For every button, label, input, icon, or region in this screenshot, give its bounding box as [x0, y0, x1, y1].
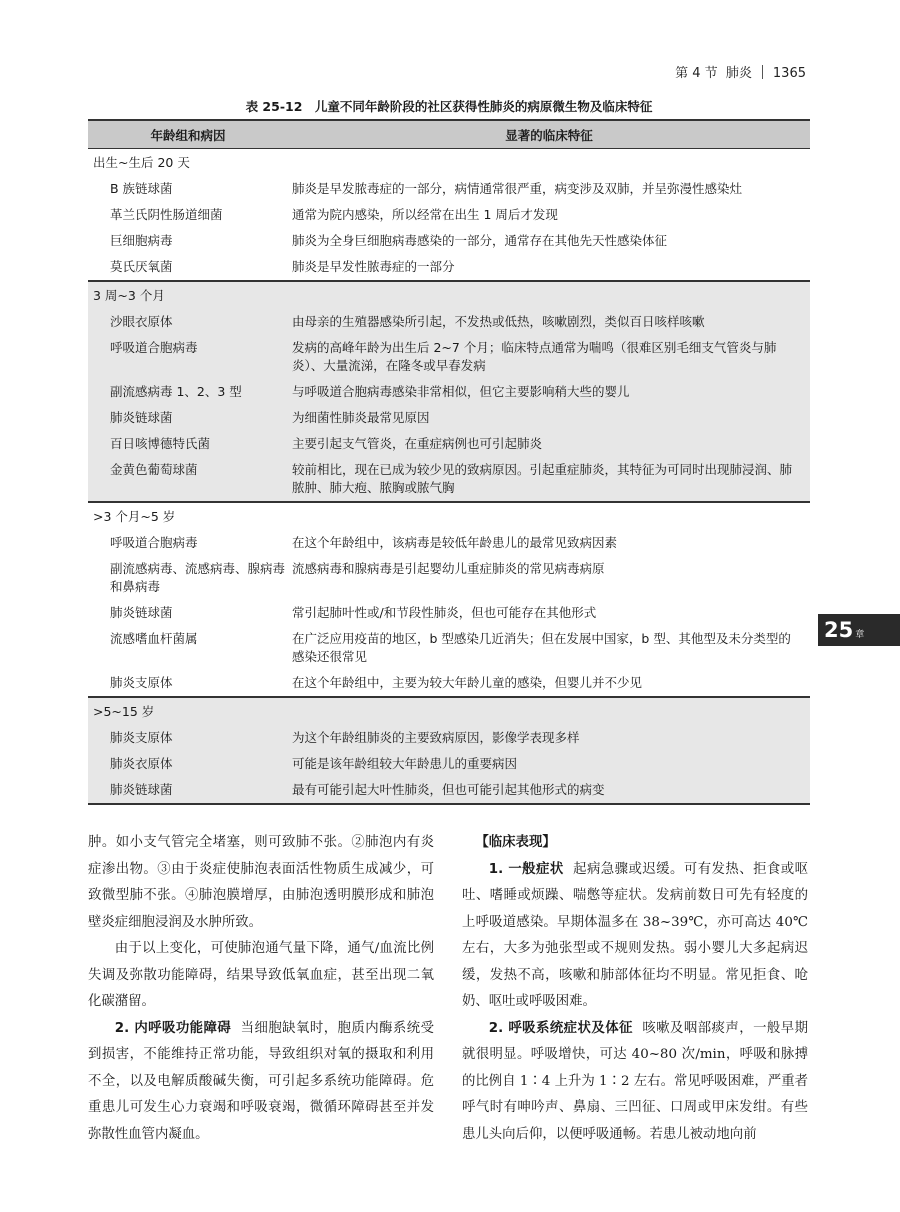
pathogen-cell: 呼吸道合胞病毒 [88, 335, 288, 379]
pathogen-cell: 副流感病毒、流感病毒、腺病毒和鼻病毒 [110, 561, 286, 594]
run-in-heading: 1. 一般症状 [488, 861, 564, 877]
table-header-row [88, 120, 810, 149]
pathogen-cell: 百日咳博德特氏菌 [88, 431, 288, 457]
pathogen-cell: 肺炎链球菌 [88, 405, 288, 431]
section-heading: 【临床表现】 [475, 835, 556, 850]
pathogen-cell: 副流感病毒 1、2、3 型 [88, 379, 288, 405]
age-group-row [88, 697, 810, 725]
topic-label: 肺炎 [725, 66, 752, 81]
pathogen-cell: 肺炎支原体 [110, 675, 173, 690]
feature-cell: 流感病毒和腺病毒是引起婴幼儿重症肺炎的常见病毒病原 [292, 561, 605, 576]
body-column-left [88, 830, 434, 1148]
pathogen-cell: 肺炎链球菌 [88, 777, 288, 804]
table-row [88, 725, 810, 751]
table-row [88, 777, 810, 804]
pathogen-cell: 金黄色葡萄球菌 [88, 457, 288, 502]
feature-cell: 发病的高峰年龄为出生后 2~7 个月；临床特点通常为喘鸣（很难区别毛细支气管炎与肺炎）、大量流涕，在隆冬或早春发病 [288, 335, 810, 379]
table-row [88, 530, 810, 556]
age-group-label: >5~15 岁 [88, 697, 810, 725]
feature-cell: 在这个年龄组中，主要为较大年龄儿童的感染，但婴儿并不少见 [292, 675, 643, 690]
feature-cell: 常引起肺叶性或/和节段性肺炎，但也可能存在其他形式 [292, 605, 597, 620]
paragraph-text: 起病急骤或迟缓。可有发热、拒食或呕吐、嗜睡或烦躁、喘憋等症状。发病前数日可先有轻度的上呼吸道感染。早期体温多在 38~39℃，亦可高达 40℃左右，大多为弛张型或不规则发热。弱小婴儿大多起病迟缓，发热不高，咳嗽和肺部体征均不明显。常见拒食、呛奶、呕吐或呼吸困难。 [462, 861, 808, 1009]
paragraph [88, 1016, 434, 1149]
table-row [88, 309, 810, 335]
table-row [88, 600, 810, 626]
paragraph: 肿。如小支气管完全堵塞，则可致肺不张。②肺泡内有炎症渗出物。③由于炎症使肺泡表面活性物质生成减少，可致微型肺不张。④肺泡膜增厚，由肺泡透明膜形成和肺泡壁炎症细胞浸润及水肿所致。 [88, 835, 434, 930]
page-number: 1365 [772, 66, 806, 81]
pathogen-cell: 巨细胞病毒 [110, 233, 173, 248]
feature-cell: 肺炎是早发脓毒症的一部分，病情通常很严重，病变涉及双肺，并呈弥漫性感染灶 [292, 181, 743, 196]
paragraph-text: 当细胞缺氧时，胞质内酶系统受到损害，不能维持正常功能，导致组织对氧的摄取和利用不全，以及电解质酸碱失衡，可引起多系统功能障碍。危重患儿可发生心力衰竭和呼吸衰竭，微循环障碍甚至并发弥散性血管内凝血。 [88, 1020, 434, 1142]
paragraph [462, 857, 808, 1016]
paragraph-text: 咳嗽及咽部痰声，一般早期就很明显。呼吸增快，可达 40~80 次/min，呼吸和脉搏的比例自 1∶4 上升为 1∶2 左右。常见呼吸困难，严重者呼气时有呻吟声、鼻扇、三凹征、口周或甲床发绀。有些患儿头向后仰，以便呼吸通畅。若患儿被动地向前 [462, 1020, 808, 1142]
pathogen-cell: 肺炎衣原体 [88, 751, 288, 777]
age-group-label: 出生~生后 20 天 [93, 155, 190, 170]
table-row [88, 556, 810, 600]
age-group-label: >3 个月~5 岁 [88, 502, 810, 530]
pathogen-cell: 肺炎链球菌 [110, 605, 173, 620]
feature-cell: 为细菌性肺炎最常见原因 [288, 405, 810, 431]
feature-cell: 与呼吸道合胞病毒感染非常相似，但它主要影响稍大些的婴儿 [288, 379, 810, 405]
table-row [88, 626, 810, 670]
feature-cell: 在广泛应用疫苗的地区，b 型感染几近消失；但在发展中国家，b 型、其他型及未分类型的感染还很常见 [292, 631, 791, 664]
pathogen-cell: 流感嗜血杆菌属 [110, 631, 198, 646]
header-divider [762, 65, 763, 79]
column-header-features: 显著的临床特征 [505, 127, 593, 143]
pathogen-table [88, 119, 810, 805]
pathogen-cell: 革兰氏阴性肠道细菌 [110, 207, 223, 222]
age-group-row [88, 281, 810, 309]
pathogen-cell: 呼吸道合胞病毒 [110, 535, 198, 550]
table-row [88, 751, 810, 777]
running-header [675, 62, 806, 81]
table-caption: 表 25-12 儿童不同年龄阶段的社区获得性肺炎的病原微生物及临床特征 [245, 99, 653, 114]
feature-cell: 最有可能引起大叶性肺炎，但也可能引起其他形式的病变 [288, 777, 810, 804]
table-row [88, 405, 810, 431]
table-row [88, 670, 810, 697]
feature-cell: 较前相比，现在已成为较少见的致病原因。引起重症肺炎，其特征为可同时出现肺浸润、肺脓肿、肺大疱、脓胸或脓气胸 [288, 457, 810, 502]
run-in-heading: 2. 内呼吸功能障碍 [114, 1020, 232, 1036]
table-row [88, 202, 810, 228]
chapter-label: 章 [855, 630, 865, 640]
paragraph: 由于以上变化，可使肺泡通气量下降，通气/血流比例失调及弥散功能障碍，结果导致低氧血症，甚至出现二氧化碳潴留。 [88, 941, 434, 1009]
feature-cell: 为这个年龄组肺炎的主要致病原因，影像学表现多样 [288, 725, 810, 751]
column-header-age-group: 年龄组和病因 [150, 127, 226, 143]
pathogen-cell: B 族链球菌 [110, 181, 173, 196]
paragraph [462, 1016, 808, 1149]
pathogen-cell: 沙眼衣原体 [88, 309, 288, 335]
body-column-right [462, 830, 808, 1148]
table-row [88, 176, 810, 202]
table-row [88, 431, 810, 457]
age-group-row [88, 149, 810, 177]
age-group-row [88, 502, 810, 530]
feature-cell: 在这个年龄组中，该病毒是较低年龄患儿的最常见致病因素 [292, 535, 618, 550]
table-row [88, 457, 810, 502]
table-row [88, 228, 810, 254]
table-row [88, 335, 810, 379]
feature-cell: 通常为院内感染，所以经常在出生 1 周后才发现 [292, 207, 558, 222]
table-row [88, 379, 810, 405]
age-group-label: 3 周~3 个月 [88, 281, 810, 309]
feature-cell: 肺炎为全身巨细胞病毒感染的一部分，通常存在其他先天性感染体征 [292, 233, 668, 248]
feature-cell: 可能是该年龄组较大年龄患儿的重要病因 [288, 751, 810, 777]
feature-cell: 主要引起支气管炎，在重症病例也可引起肺炎 [288, 431, 810, 457]
table-row [88, 254, 810, 281]
chapter-tab [818, 614, 900, 646]
chapter-number: 25 [824, 618, 854, 642]
feature-cell: 由母亲的生殖器感染所引起，不发热或低热，咳嗽剧烈，类似百日咳样咳嗽 [288, 309, 810, 335]
feature-cell: 肺炎是早发性脓毒症的一部分 [292, 259, 455, 274]
section-label: 第 4 节 [675, 66, 718, 81]
pathogen-cell: 肺炎支原体 [88, 725, 288, 751]
run-in-heading: 2. 呼吸系统症状及体征 [488, 1020, 633, 1036]
pathogen-cell: 莫氏厌氧菌 [110, 259, 173, 274]
